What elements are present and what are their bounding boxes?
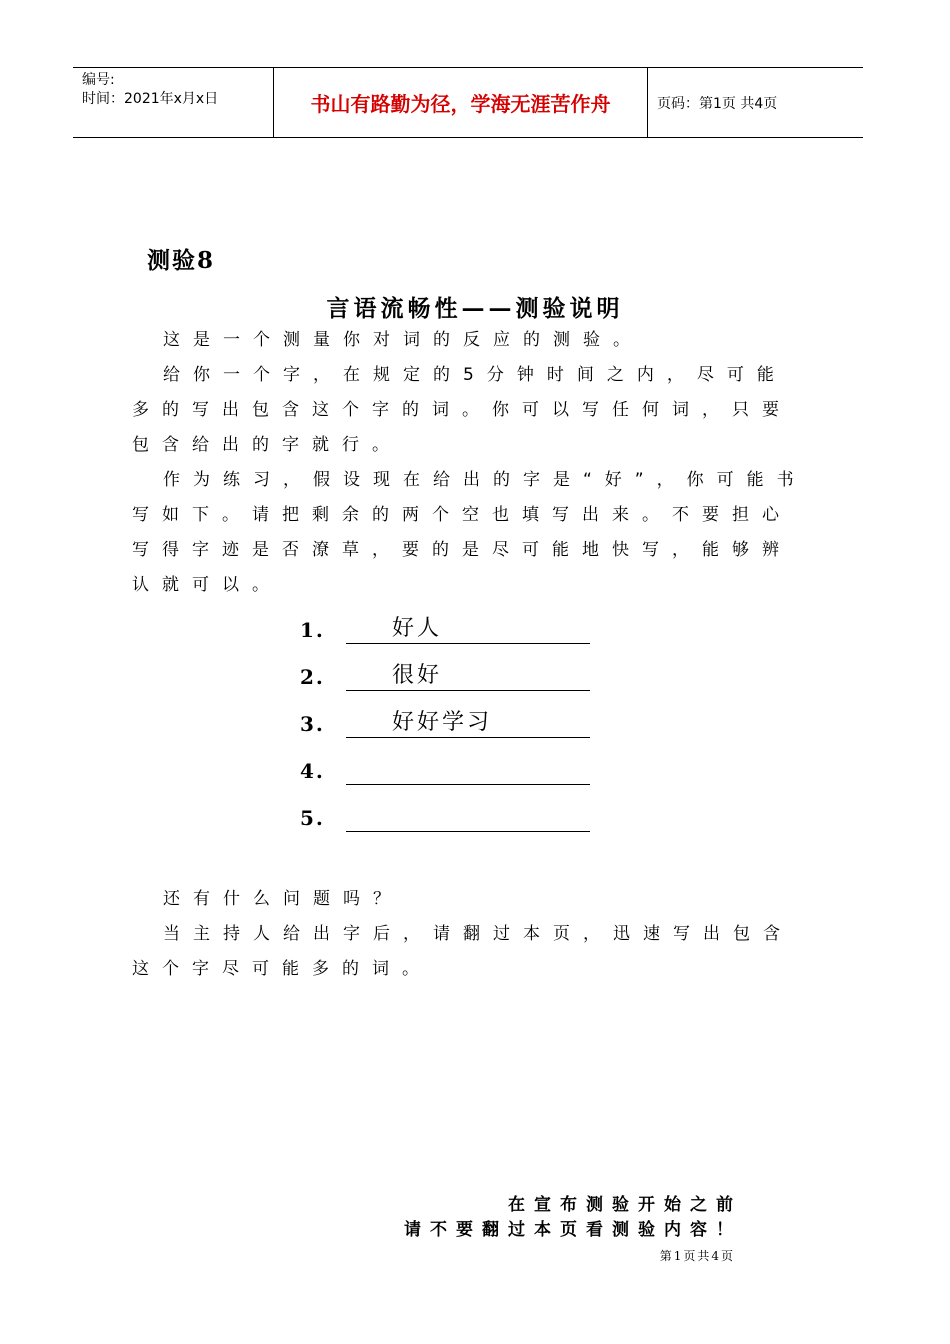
example-item: [300, 612, 600, 644]
page-title: 言语流畅性——测验说明: [326, 295, 624, 322]
example-number: 4.: [300, 759, 325, 783]
header-motto: 书山有路勤为径，学海无涯苦作舟: [274, 68, 648, 137]
example-item: [300, 753, 600, 785]
code-label: 编号:: [82, 72, 115, 88]
closing-instruction: 当主持人给出字后，请翻过本页，迅速写出包含这个字尽可能多的词。: [132, 924, 793, 979]
header-page-info: 页码：第1页 共4页: [657, 95, 778, 112]
instruction-paragraph-2: 给你一个字，在规定的5分钟时间之内，尽可能多的写出包含这个字的词。你可以写任何词，只要包含给出的字就行。: [132, 365, 792, 455]
example-word: 很好: [392, 663, 443, 688]
warning-line-1: 在宣布测验开始之前: [508, 1195, 742, 1215]
page-number: 第1页共4页: [659, 1249, 735, 1263]
example-word: 好人: [392, 616, 443, 641]
document-header: [73, 67, 863, 138]
example-item: [300, 659, 600, 691]
instruction-paragraph-1: 这是一个测量你对词的反应的测验。: [163, 330, 643, 350]
closing-question: 还有什么问题吗？: [163, 889, 403, 909]
quiz-number: 测验8: [147, 247, 216, 274]
answer-line[interactable]: [346, 799, 590, 832]
example-number: 2.: [300, 665, 325, 689]
example-number: 1.: [300, 618, 325, 642]
answer-line[interactable]: [346, 752, 590, 785]
example-item: [300, 706, 600, 738]
example-number: 3.: [300, 712, 325, 736]
instruction-paragraph-3: 作为练习，假设现在给出的字是“好”，你可能书写如下。请把剩余的两个空也填写出来。不要担心写得字迹是否潦草，要的是尽可能地快写，能够辨认就可以。: [132, 470, 807, 595]
example-word: 好好学习: [392, 710, 493, 735]
answer-line: [346, 658, 590, 691]
example-item: [300, 800, 600, 832]
header-meta: [73, 68, 274, 137]
date-label: 时间：2021年x月x日: [82, 91, 219, 107]
example-number: 5.: [300, 806, 325, 830]
warning-line-2: 请不要翻过本页看测验内容！: [404, 1220, 742, 1240]
answer-line: [346, 611, 590, 644]
